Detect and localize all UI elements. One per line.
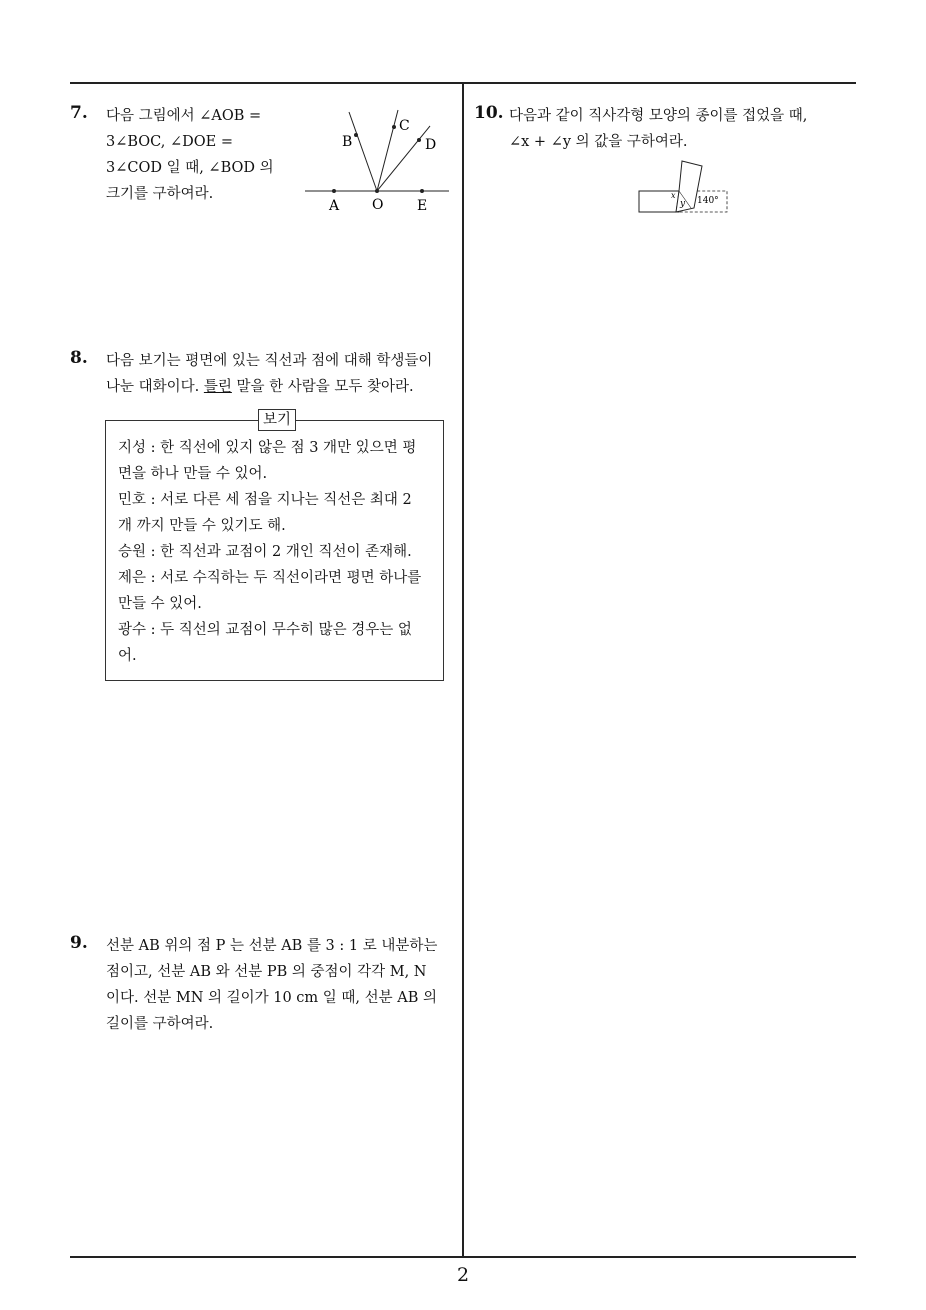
- problem-number: 8.: [70, 348, 88, 368]
- problem-number: 10.: [474, 103, 504, 123]
- dialogue-line: 어.: [118, 648, 137, 664]
- problem-line: 점이고, 선분 AB 와 선분 PB 의 중점이 각각 M, N: [106, 964, 427, 980]
- folded-paper-figure: [636, 158, 732, 216]
- dialogue-line: 지성 : 한 직선에 있지 않은 점 3 개만 있으면 평: [118, 440, 417, 456]
- text-segment: 나눈 대화이다.: [106, 379, 204, 395]
- problem-line: 3∠BOC, ∠DOE =: [106, 134, 233, 150]
- problem-line: 이다. 선분 MN 의 길이가 10 cm 일 때, 선분 AB 의: [106, 990, 437, 1006]
- problem-line: 다음과 같이 직사각형 모양의 종이를 접었을 때,: [509, 108, 808, 124]
- dialogue-line: 승원 : 한 직선과 교점이 2 개인 직선이 존재해.: [118, 544, 412, 560]
- label-x: x: [671, 191, 676, 200]
- problem-line: 선분 AB 위의 점 P 는 선분 AB 를 3 : 1 로 내분하는: [106, 938, 438, 954]
- label-e: E: [417, 198, 428, 214]
- point-d: [417, 138, 421, 142]
- label-c: C: [399, 118, 410, 134]
- problem-line: 길이를 구하여라.: [106, 1016, 214, 1032]
- problem-number: 7.: [70, 103, 88, 123]
- example-box-label: 보기: [258, 409, 296, 431]
- problem-text: [106, 348, 460, 400]
- dialogue-line: 만들 수 있어.: [118, 596, 202, 612]
- label-o: O: [372, 197, 384, 213]
- label-140: 140°: [697, 196, 719, 206]
- dialogue-line: 제은 : 서로 수직하는 두 직선이라면 평면 하나를: [118, 570, 422, 586]
- point-b: [354, 133, 358, 137]
- underlined-word: 틀린: [203, 379, 232, 395]
- point-e: [420, 189, 424, 193]
- problem-line: 3∠COD 일 때, ∠BOD 의: [106, 160, 274, 176]
- problem-number: 9.: [70, 933, 88, 953]
- text-segment: 말을 한 사람을 모두 찾아라.: [231, 379, 414, 395]
- label-b: B: [342, 134, 353, 150]
- label-d: D: [425, 137, 437, 153]
- point-o: [375, 189, 379, 193]
- dialogue-line: 면을 하나 만들 수 있어.: [118, 466, 268, 482]
- bottom-rule: [70, 1256, 856, 1258]
- dialogue-line: 개 까지 만들 수 있기도 해.: [118, 518, 286, 534]
- problem-text: [509, 103, 839, 155]
- problem-line: ∠x + ∠y 의 값을 구하여라.: [509, 134, 688, 150]
- problem-text: [106, 933, 460, 1037]
- column-divider: [462, 83, 464, 1257]
- ray-ob: [349, 112, 377, 191]
- problem-text: [106, 103, 286, 207]
- angle-figure: [302, 102, 452, 214]
- page-number: 2: [456, 1264, 470, 1286]
- label-y: y: [680, 199, 686, 209]
- example-box-content: [118, 435, 436, 669]
- problem-line: 다음 그림에서 ∠AOB =: [106, 108, 262, 124]
- problem-line: 다음 보기는 평면에 있는 직선과 점에 대해 학생들이: [106, 353, 433, 369]
- problem-line: 크기를 구하여라.: [106, 186, 214, 202]
- problem-line: [106, 374, 460, 400]
- point-a: [332, 189, 336, 193]
- dialogue-line: 광수 : 두 직선의 교점이 무수히 많은 경우는 없: [118, 622, 412, 638]
- point-c: [392, 125, 396, 129]
- dialogue-line: 민호 : 서로 다른 세 점을 지나는 직선은 최대 2: [118, 492, 412, 508]
- label-a: A: [329, 198, 340, 214]
- example-box: [105, 412, 444, 681]
